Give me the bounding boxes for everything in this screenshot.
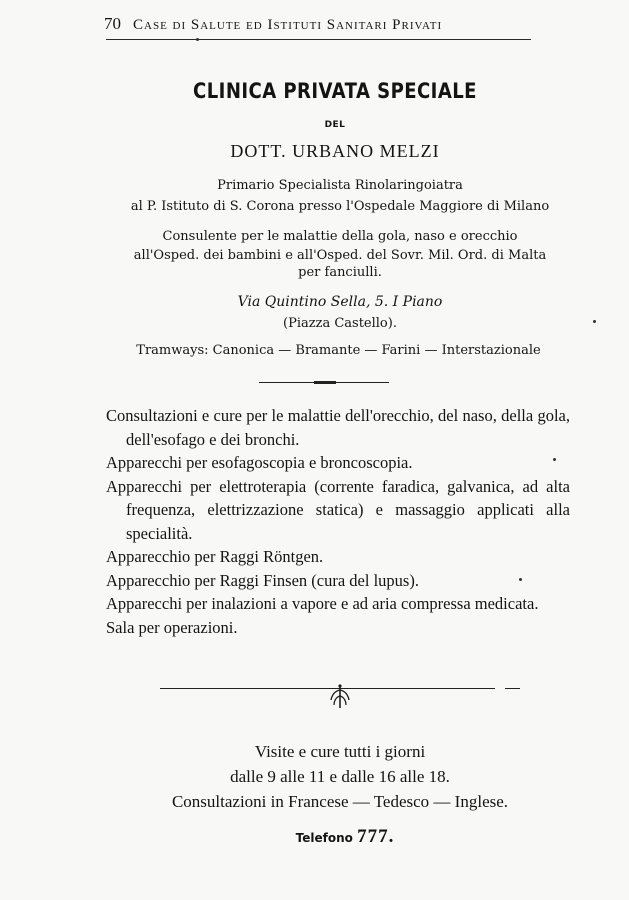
telephone-number: 777.	[357, 826, 395, 847]
running-title: Case di Salute ed Istituti Sanitari Privati	[133, 17, 443, 33]
service-item: Sala per operazioni.	[106, 617, 238, 637]
credential-line-1: Primario Specialista Rinolaringoiatra	[217, 178, 463, 193]
tramways-line: Tramways: Canonica — Bramante — Farini — Interstazionale	[136, 343, 541, 358]
consultant-line-3: per fanciulli.	[298, 265, 382, 280]
telephone	[280, 826, 410, 848]
print-speck	[196, 38, 199, 41]
telephone-label: Telefono	[295, 831, 353, 845]
print-speck	[519, 578, 522, 581]
del-label: DEL	[324, 120, 346, 130]
service-item: Apparecchi per elettroterapia (corrente faradica, galvanica, ad alta frequenza, elettrizzazione statica) e massaggio applicati alla specialità.	[106, 476, 570, 543]
address-square: (Piazza Castello).	[283, 316, 397, 331]
service-item: Apparecchio per Raggi Röntgen.	[106, 547, 324, 566]
address-street: Via Quintino Sella, 5. I Piano	[237, 294, 443, 310]
print-speck	[593, 320, 596, 323]
page-number: 70	[104, 14, 121, 33]
print-speck	[553, 458, 556, 461]
fleuron-icon	[325, 682, 355, 712]
hours-line-2: dalle 9 alle 11 e dalle 16 alle 18.	[230, 767, 450, 786]
running-header	[104, 14, 534, 38]
credential-line-2: al P. Istituto di S. Corona presso l'Ospedale Maggiore di Milano	[130, 199, 550, 214]
service-item: Apparecchi per esofagoscopia e broncoscopia.	[106, 453, 413, 472]
service-item: Apparecchio per Raggi Finsen (cura del lupus).	[106, 570, 419, 590]
doctor-name: DOTT. URBANO MELZI	[230, 141, 440, 161]
clinic-title: CLINICA PRIVATA SPECIALE	[193, 79, 477, 103]
header-rule	[106, 39, 531, 40]
hours-line-1: Visite e cure tutti i giorni	[254, 742, 426, 761]
ornamental-divider	[160, 682, 520, 712]
services-list	[106, 404, 570, 639]
service-item: Apparecchi per inalazioni a vapore e ad aria compressa medicata.	[106, 594, 539, 613]
languages-line: Consultazioni in Francese — Tedesco — Inglese.	[171, 792, 509, 811]
consultant-line-1: Consulente per le malattie della gola, naso e orecchio	[162, 229, 518, 244]
service-item: Consultazioni e cure per le malattie dell'orecchio, del naso, della gola, dell'esofago e dei bronchi.	[106, 406, 570, 449]
section-divider	[259, 381, 389, 385]
consultant-line-2: all'Osped. dei bambini e all'Osped. del Sovr. Mil. Ord. di Malta	[133, 248, 547, 263]
